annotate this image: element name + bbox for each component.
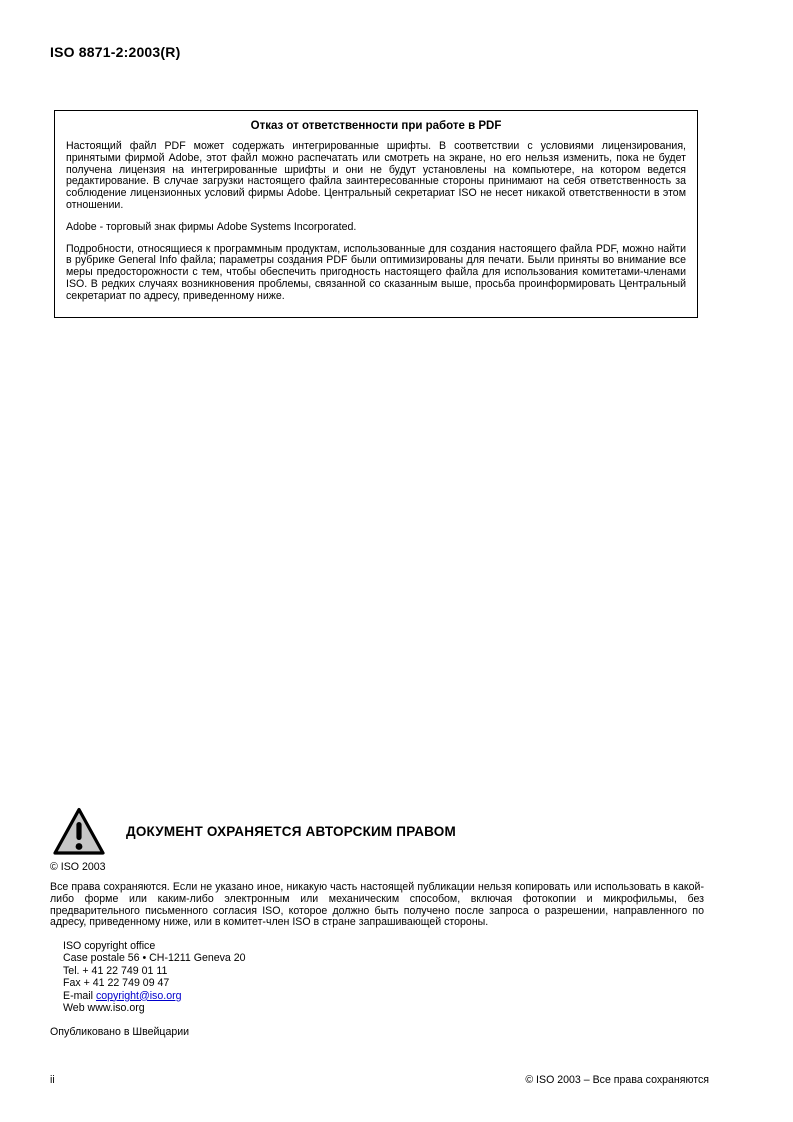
- email-link[interactable]: copyright@iso.org: [95, 989, 182, 1002]
- disclaimer-title: Отказ от ответственности при работе в PDF: [250, 120, 502, 132]
- rights-paragraph: Все права сохраняются. Если не указано иное, никакую часть настоящей публикации нельзя копировать или использовать в какой-либо форме или каким-либо электронным или механическим способом, включая фотокопии и микрофильмы, без предварительного письменного согласия ISO, которое должно быть получено после запроса о разрешении, направленного по адресу, приведенному ниже, или в комитет-член ISO в стране запрашивающей стороны.: [50, 881, 704, 929]
- web-value: www.iso.org: [87, 1002, 145, 1015]
- iso-address-block: [63, 940, 246, 1014]
- disclaimer-paragraph: Настоящий файл PDF может содержать интегрированные шрифты. В соответствии с условиями лицензирования, принятыми фирмой Adobe, этот файл можно распечатать или смотреть на экране, но его нельзя изменить, пока не будет получена лицензия на интегрированные шрифты и они не будут установлены на компьютере, на котором ведется редактирование. В случае загрузки настоящего файла заинтересованные стороны принимают на себя ответственность за соблюдение лицензионных условий фирмы Adobe. Центральный секретариат ISO не несет никакой ответственности в этом отношении.: [66, 140, 686, 211]
- warning-triangle-icon: [52, 806, 106, 857]
- email-label: E-mail: [63, 989, 96, 1002]
- footer-copyright: © ISO 2003 – Все права сохраняются: [525, 1074, 709, 1086]
- document-reference: ISO 8871-2:2003(R): [50, 44, 181, 60]
- address-line-tel: Tel. + 41 22 749 01 11: [63, 964, 168, 977]
- address-line-fax: Fax + 41 22 749 09 47: [63, 977, 170, 990]
- address-line-office: ISO copyright office: [63, 940, 156, 952]
- copyright-protected-heading: ДОКУМЕНТ ОХРАНЯЕТСЯ АВТОРСКИМ ПРАВОМ: [126, 824, 456, 839]
- page-number: ii: [50, 1074, 55, 1086]
- address-line-web: [63, 1002, 246, 1014]
- disclaimer-paragraph: Adobe - торговый знак фирмы Adobe Systems Incorporated.: [66, 220, 357, 233]
- published-line: Опубликовано в Швейцарии: [50, 1026, 190, 1038]
- web-label: Web: [63, 1002, 88, 1015]
- page-footer: [50, 1074, 709, 1086]
- disclaimer-paragraph: Подробности, относящиеся к программным продуктам, использованные для создания настоящего файла PDF, можно найти в рубрике General Info файла; параметры создания PDF были оптимизированы для печати. Были приняты во внимание все меры предосторожности с тем, чтобы обеспечить пригодность настоящего файла для использования комитетами-членами ISO. В редких случаях возникновения проблемы, связанной со сказанным выше, просьба проинформировать Центральный секретариат по адресу, приведенному ниже.: [66, 242, 686, 302]
- address-line-postal: Case postale 56 • CH-1211 Geneva 20: [63, 952, 246, 965]
- address-line-email: [63, 990, 246, 1002]
- copyright-heading-row: [52, 806, 456, 857]
- copyright-notice: © ISO 2003: [50, 861, 106, 873]
- pdf-disclaimer-box: [54, 110, 698, 318]
